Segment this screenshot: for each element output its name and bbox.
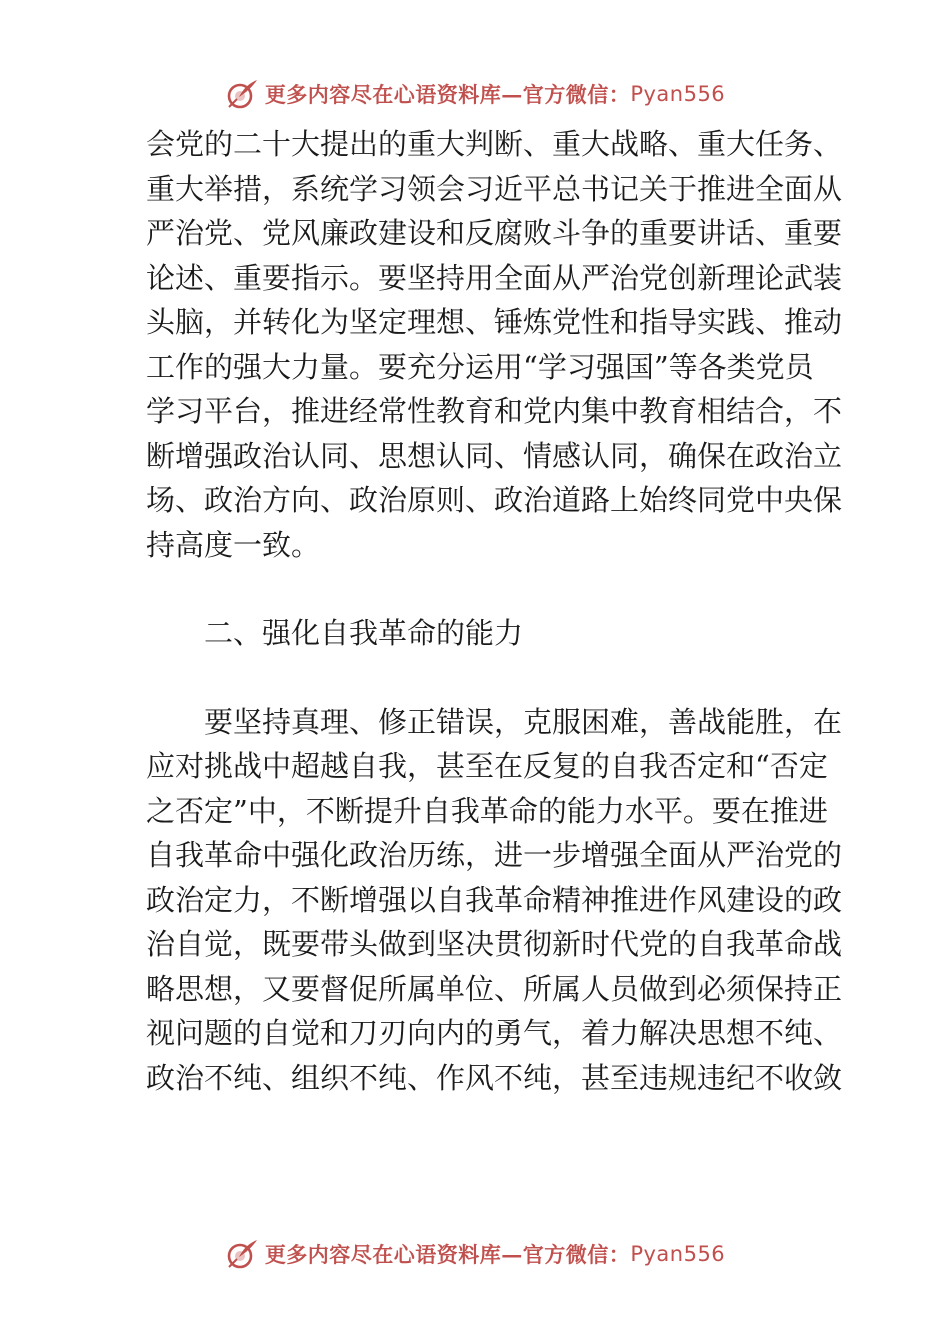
- document-body: [146, 122, 843, 1100]
- text-line: 工作的强大力量。要充分运用“学习强国”等各类党员: [146, 349, 814, 384]
- text-line: 学习平台，推进经常性教育和党内集中教育相结合，不: [146, 394, 843, 428]
- text-line: 持高度一致。: [146, 527, 321, 562]
- section-heading: 二、强化自我革命的能力: [204, 616, 524, 650]
- watermark-wechat-id: Pyan556: [630, 82, 726, 106]
- text-line: 要坚持真理、修正错误，克服困难，善战能胜，在: [204, 704, 843, 739]
- text-line: 治自觉，既要带头做到坚决贯彻新时代党的自我革命战: [146, 927, 843, 961]
- header-watermark: [0, 76, 950, 112]
- text-line: 重大举措，系统学习领会习近平总书记关于推进全面从: [146, 171, 843, 206]
- text-line: 应对挑战中超越自我，甚至在反复的自我否定和“否定: [146, 749, 828, 783]
- footer-watermark: [0, 1236, 950, 1272]
- text-line: 之否定”中，不断提升自我革命的能力水平。要在推进: [146, 793, 828, 828]
- quill-logo-icon: [225, 77, 259, 111]
- text-line: 严治党、党风廉政建设和反腐败斗争的重要讲话、重要: [146, 216, 843, 250]
- text-line: 政治定力，不断增强以自我革命精神推进作风建设的政: [146, 882, 843, 917]
- text-line: 断增强政治认同、思想认同、情感认同，确保在政治立: [146, 438, 843, 473]
- text-line: 视问题的自觉和刀刃向内的勇气，着力解决思想不纯、: [146, 1016, 843, 1050]
- text-line: 略思想，又要督促所属单位、所属人员做到必须保持正: [146, 971, 843, 1006]
- watermark-wechat-id: Pyan556: [630, 1242, 726, 1266]
- text-line: 头脑，并转化为坚定理想、锤炼党性和指导实践、推动: [146, 305, 843, 339]
- text-line: 场、政治方向、政治原则、政治道路上始终同党中央保: [146, 483, 843, 517]
- watermark-text: 更多内容尽在心语资料库—官方微信：: [264, 82, 631, 107]
- text-line: 论述、重要指示。要坚持用全面从严治党创新理论武装: [146, 260, 843, 295]
- text-line: 政治不纯、组织不纯、作风不纯，甚至违规违纪不收敛: [146, 1060, 843, 1095]
- text-line: 自我革命中强化政治历练，进一步增强全面从严治党的: [146, 838, 843, 872]
- text-line: 会党的二十大提出的重大判断、重大战略、重大任务、: [146, 127, 843, 161]
- quill-logo-icon: [225, 1237, 259, 1271]
- paragraph-1: [146, 122, 843, 567]
- watermark-text: 更多内容尽在心语资料库—官方微信：: [264, 1242, 631, 1267]
- paragraph-2: [146, 700, 843, 1101]
